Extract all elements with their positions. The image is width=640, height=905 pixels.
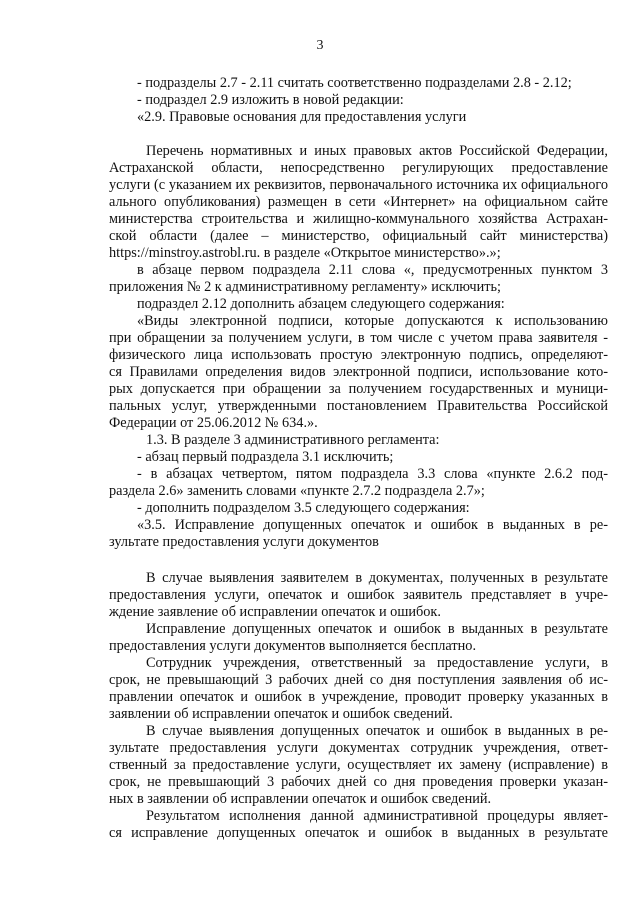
- text-line: зультате предоставления услуги документов: [109, 534, 379, 550]
- text-line: В случае выявления допущенных опечаток и ошибок в выданных в ре-: [146, 723, 608, 739]
- text-line: приложения № 2 к административному регламенту» исключить;: [109, 279, 502, 295]
- text-line: Исправление допущенных опечаток и ошибок в выданных в результате: [146, 621, 608, 637]
- text-line: предоставления услуги, опечаток и ошибок заявитель представляет в учре-: [109, 587, 608, 603]
- text-line: зультате предоставления услуги документах сотрудник учреждения, ответ-: [109, 740, 608, 756]
- text-line: Сотрудник учреждения, ответственный за предоставление услуги, в: [146, 655, 608, 671]
- page-number: 3: [316, 38, 324, 53]
- text-line: министерства строительства и жилищно-коммунального хозяйства Астрахан-: [109, 211, 608, 227]
- text-line: правлении опечаток и ошибок в учреждение, проводит проверку указанных в: [109, 689, 608, 705]
- text-line: ся исправление допущенных опечаток и ошибок в выданных в результате: [109, 825, 608, 841]
- text-line: срок, не превышающий 3 рабочих дней со дня поступления заявления об ис-: [109, 672, 608, 688]
- text-line: - подразделы 2.7 - 2.11 считать соответственно подразделами 2.8 - 2.12;: [137, 75, 572, 91]
- text-line: рых допускается при обращении за получением государственных и муници-: [109, 381, 608, 397]
- text-line: ственный за предоставление услуги, осуществляет их замену (исправление) в: [109, 757, 608, 773]
- text-line: В случае выявления заявителем в документах, полученных в результате: [146, 570, 608, 586]
- text-line: раздела 2.6» заменить словами «пункте 2.7.2 подраздела 2.7»;: [109, 483, 485, 499]
- text-line: подраздел 2.12 дополнить абзацем следующего содержания:: [137, 296, 505, 312]
- text-line: 1.3. В разделе 3 административного регламента:: [146, 432, 440, 448]
- text-line: Федерации от 25.06.2012 № 634.».: [109, 415, 318, 431]
- text-line: пальных услуг, утвержденными постановлением Правительства Российской: [109, 398, 608, 414]
- text-line: - в абзацах четвертом, пятом подраздела 3.3 слова «пункте 2.6.2 под-: [137, 466, 608, 482]
- text-line: Перечень нормативных и иных правовых актов Российской Федерации,: [146, 143, 608, 159]
- text-line: «Виды электронной подписи, которые допускаются к использованию: [137, 313, 608, 329]
- text-line: заявлении об исправлении опечаток и ошибок сведений.: [109, 706, 453, 722]
- text-line: Результатом исполнения данной административной процедуры являет-: [146, 808, 608, 824]
- text-line: ждение заявление об исправлении опечаток и ошибок.: [109, 604, 441, 620]
- text-line: ся Правилами определения видов электронной подписи, использование кото-: [109, 364, 608, 380]
- text-line: физического лица использовать простую электронную подпись, определяют-: [109, 347, 608, 363]
- text-line: ального опубликования) размещен в сети «Интернет» на официальном сайте: [109, 194, 608, 210]
- text-line: при обращении за получением услуги, в том числе с учетом права заявителя -: [109, 330, 608, 346]
- text-line: в абзаце первом подраздела 2.11 слова «, предусмотренных пунктом 3: [137, 262, 608, 278]
- text-line: срок, не превышающий 3 рабочих дней со дня проведения проверки указан-: [109, 774, 608, 790]
- text-line: «2.9. Правовые основания для предоставления услуги: [137, 109, 467, 125]
- text-line: - подраздел 2.9 изложить в новой редакции:: [137, 92, 404, 108]
- text-line: https://minstroy.astrobl.ru. в разделе «Открытое министерство».»;: [109, 245, 501, 261]
- text-line: - абзац первый подраздела 3.1 исключить;: [137, 449, 394, 465]
- text-line: «3.5. Исправление допущенных опечаток и ошибок в выданных в ре-: [137, 517, 608, 533]
- text-line: предоставления услуги документов выполняется бесплатно.: [109, 638, 477, 654]
- text-line: ской области (далее – министерство, официальный сайт министерства): [109, 228, 608, 244]
- text-line: ных в заявлении об исправлении опечаток и ошибок сведений.: [109, 791, 492, 807]
- text-line: услуги (с указанием их реквизитов, первоначального источника их официального: [109, 177, 608, 193]
- text-line: Астраханской области, непосредственно регулирующих предоставление: [109, 160, 608, 176]
- text-line: - дополнить подразделом 3.5 следующего содержания:: [137, 500, 470, 516]
